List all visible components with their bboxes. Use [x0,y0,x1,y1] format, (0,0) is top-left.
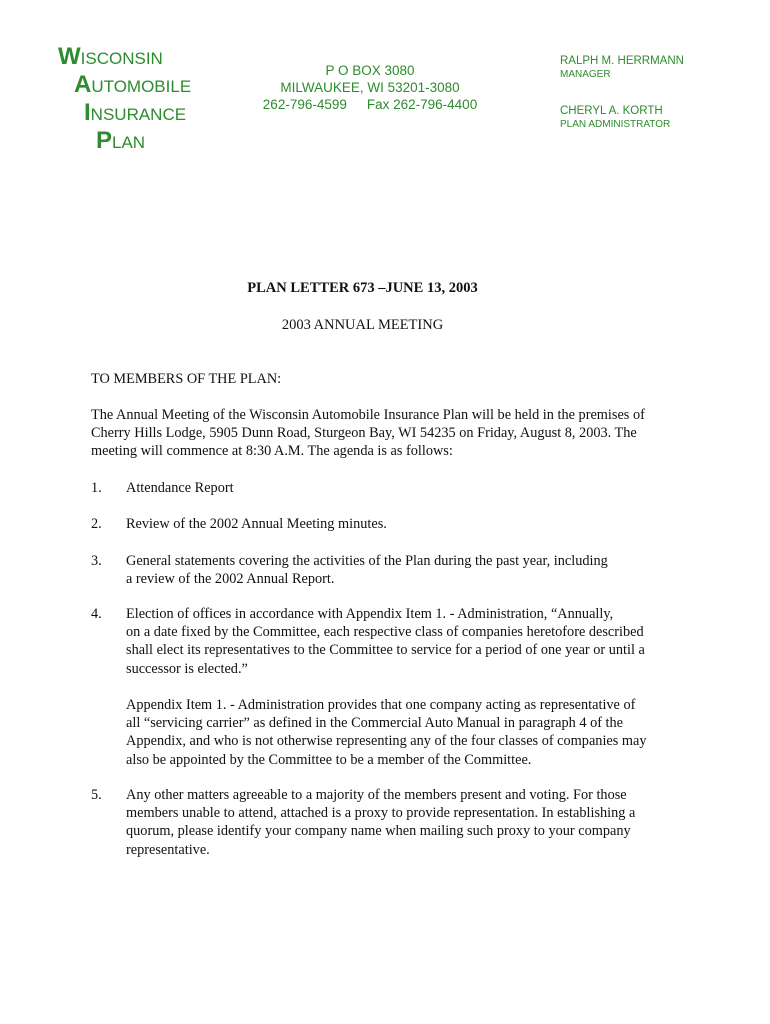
item-number: 1. [91,480,102,496]
fax-number: Fax 262-796-4400 [366,97,478,112]
phone-line [244,96,496,113]
logo-line-automobile: AUTOMOBILE [74,71,192,98]
letter-subtitle: 2003 ANNUAL MEETING [281,317,444,333]
administrator-name: CHERYL A. KORTH [560,105,663,117]
staff-block [560,54,684,131]
agenda-item-2: 2. Review of the 2002 Annual Meeting minutes. [91,516,387,532]
logo-line-plan: PLAN [96,127,146,154]
agenda-item-1: 1. Attendance Report [91,480,234,496]
item-number: 5. [91,787,102,803]
item-number: 4. [91,606,102,622]
organization-logo [58,44,191,156]
phone-number: 262-796-4599 [262,97,347,112]
agenda-item-3: 3. General statements covering the activities of the Plan during the past year, including a review of the 2002 Annual Report. [91,553,608,588]
salutation: TO MEMBERS OF THE PLAN: [91,371,282,387]
po-box: P O BOX 3080 [325,63,415,78]
agenda-item-4-note: Appendix Item 1. - Administration provides that one company acting as representative of all “servicing carrier” as defined in the Commercial Auto Manual in paragraph 4 of the Appendix, and who is not otherwise representing any of the four classes of companies may also be appointed by the Committee to be a member of the Committee. [126,697,647,768]
item-number: 3. [91,553,102,569]
agenda-item-4: 4. Election of offices in accordance with Appendix Item 1. - Administration, “Annually, on a date fixed by the Committee, each respective class of companies heretofore described shall elect its representatives to the Committee to service for a period of one year or until a successor is elected.” [91,606,645,677]
letter-title: PLAN LETTER 673 –JUNE 13, 2003 [247,280,478,296]
manager-name: RALPH M. HERRMANN [560,55,684,67]
agenda-item-5: 5. Any other matters agreeable to a majority of the members present and voting. For those members unable to attend, attached is a proxy to provide representation. In establishing a quorum, please identify your company name when mailing such proxy to your company representative. [91,787,636,858]
logo-line-insurance: INSURANCE [84,99,187,126]
intro-paragraph: The Annual Meeting of the Wisconsin Automobile Insurance Plan will be held in the premises of Cherry Hills Lodge, 5905 Dunn Road, Sturgeon Bay, WI 54235 on Friday, August 8, 2003. The meeting will commence at 8:30 A.M. The agenda is as follows: [91,407,645,460]
city-line: MILWAUKEE, WI 53201-3080 [280,80,460,95]
administrator-role: PLAN ADMINISTRATOR [560,119,671,130]
item-number: 2. [91,516,102,532]
address-block [244,62,496,113]
logo-line-wisconsin: WISCONSIN [58,43,163,70]
manager-role: MANAGER [560,69,611,80]
